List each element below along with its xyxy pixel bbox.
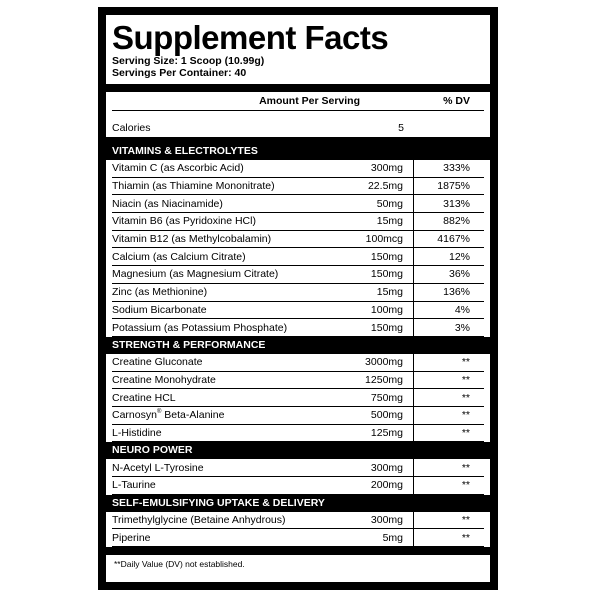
nutrient-amount: 15mg [332,213,414,230]
nutrient-name: Magnesium (as Magnesium Citrate) [112,268,279,281]
nutrient-name: Vitamin B12 (as Methylcobalamin) [112,233,272,246]
nutrient-row [112,529,484,547]
nutrient-row [112,354,484,372]
nutrient-dv: ** [461,391,470,404]
nutrient-name-rest: Beta-Alanine [161,409,225,422]
section-header: STRENGTH & PERFORMANCE [106,337,490,354]
nutrient-name: L-Taurine [112,479,156,492]
nutrient-name: Creatine Gluconate [112,356,203,369]
nutrient-dv: 4% [454,303,470,316]
nutrient-amount: 300mg [332,459,414,476]
nutrient-name: Trimethylglycine (Betaine Anhydrous) [112,514,286,527]
serving-info [112,55,484,79]
nutrient-amount: 100mcg [332,231,414,248]
nutrient-amount: 100mg [332,302,414,319]
nutrient-dv: 313% [443,197,470,210]
nutrient-dv: 333% [443,162,470,175]
nutrient-amount: 300mg [332,160,414,177]
serving-size: Serving Size: 1 Scoop (10.99g) [112,55,265,67]
nutrient-row [112,195,484,213]
nutrient-row [112,407,484,425]
supplement-facts-panel [98,7,498,590]
dv-header: % DV [443,95,470,107]
thick-divider [106,84,490,92]
calories-label: Calories [112,121,151,134]
nutrient-name: Potassium (as Potassium Phosphate) [112,321,288,334]
nutrient-amount: 150mg [332,266,414,283]
nutrient-dv: 36% [448,268,470,281]
nutrient-name: Vitamin C (as Ascorbic Acid) [112,162,244,175]
nutrient-amount: 1250mg [332,372,414,389]
nutrient-row [112,160,484,178]
servings-per-container: Servings Per Container: 40 [112,67,247,79]
nutrient-name: L-Histidine [112,426,162,439]
nutrient-name: Sodium Bicarbonate [112,303,207,316]
nutrient-sections [112,143,484,555]
supplement-facts-inner [106,15,490,582]
divider-bar [106,547,490,555]
section-header: NEURO POWER [106,442,490,459]
nutrient-row [112,248,484,266]
nutrient-dv: ** [461,356,470,369]
nutrient-dv: ** [461,514,470,527]
nutrient-dv: 1875% [437,180,470,193]
nutrient-dv: 4167% [437,233,470,246]
nutrient-amount: 5mg [332,529,414,546]
nutrient-amount: 500mg [332,407,414,424]
calories-row [112,118,484,137]
nutrient-row [112,302,484,320]
nutrient-row [112,284,484,302]
nutrient-row [112,372,484,390]
nutrient-name: Piperine [112,531,151,544]
nutrient-row [112,231,484,249]
nutrient-dv: 882% [443,215,470,228]
nutrient-dv: ** [461,461,470,474]
nutrient-row [112,389,484,407]
nutrient-dv: ** [461,531,470,544]
nutrient-dv: ** [461,373,470,386]
nutrient-dv: ** [461,479,470,492]
nutrient-name: Thiamin (as Thiamine Mononitrate) [112,180,275,193]
nutrient-amount: 15mg [332,284,414,301]
nutrient-name: Creatine HCL [112,391,176,404]
nutrient-dv: 3% [454,321,470,334]
nutrient-amount: 50mg [332,195,414,212]
nutrient-row [112,178,484,196]
panel-title: Supplement Facts [112,19,389,56]
nutrient-name: Vitamin B6 (as Pyridoxine HCl) [112,215,256,228]
nutrient-dv: ** [461,409,470,422]
nutrient-row [112,266,484,284]
nutrient-name [112,409,332,421]
nutrient-row [112,319,484,337]
amount-header: Amount Per Serving [259,95,360,107]
nutrient-name: Creatine Monohydrate [112,373,216,386]
nutrient-name: Calcium (as Calcium Citrate) [112,250,246,263]
nutrient-amount: 3000mg [332,354,414,371]
nutrient-dv: 12% [448,250,470,263]
nutrient-row [112,213,484,231]
calories-amount: 5 [398,121,404,134]
nutrient-dv: ** [461,426,470,439]
nutrient-name: N-Acetyl L-Tyrosine [112,461,204,474]
section-header: SELF-EMULSIFYING UPTAKE & DELIVERY [106,495,490,512]
nutrient-dv: 136% [443,286,470,299]
nutrient-row [112,477,484,495]
nutrient-amount: 150mg [332,248,414,265]
nutrient-row [112,425,484,443]
nutrient-row [112,459,484,477]
nutrient-amount: 300mg [332,512,414,529]
nutrient-row [112,512,484,530]
nutrient-name-part: Carnosyn [112,409,157,422]
nutrient-amount: 200mg [332,477,414,494]
footnote: **Daily Value (DV) not established. [114,559,245,569]
nutrient-amount: 150mg [332,319,414,336]
nutrient-amount: 750mg [332,389,414,406]
column-header [112,92,484,111]
registered-mark: ® [156,409,162,416]
nutrient-amount: 22.5mg [332,178,414,195]
nutrient-amount: 125mg [332,425,414,442]
nutrient-name: Niacin (as Niacinamide) [112,197,223,210]
nutrient-name: Zinc (as Methionine) [112,286,208,299]
section-header: VITAMINS & ELECTROLYTES [106,143,490,160]
